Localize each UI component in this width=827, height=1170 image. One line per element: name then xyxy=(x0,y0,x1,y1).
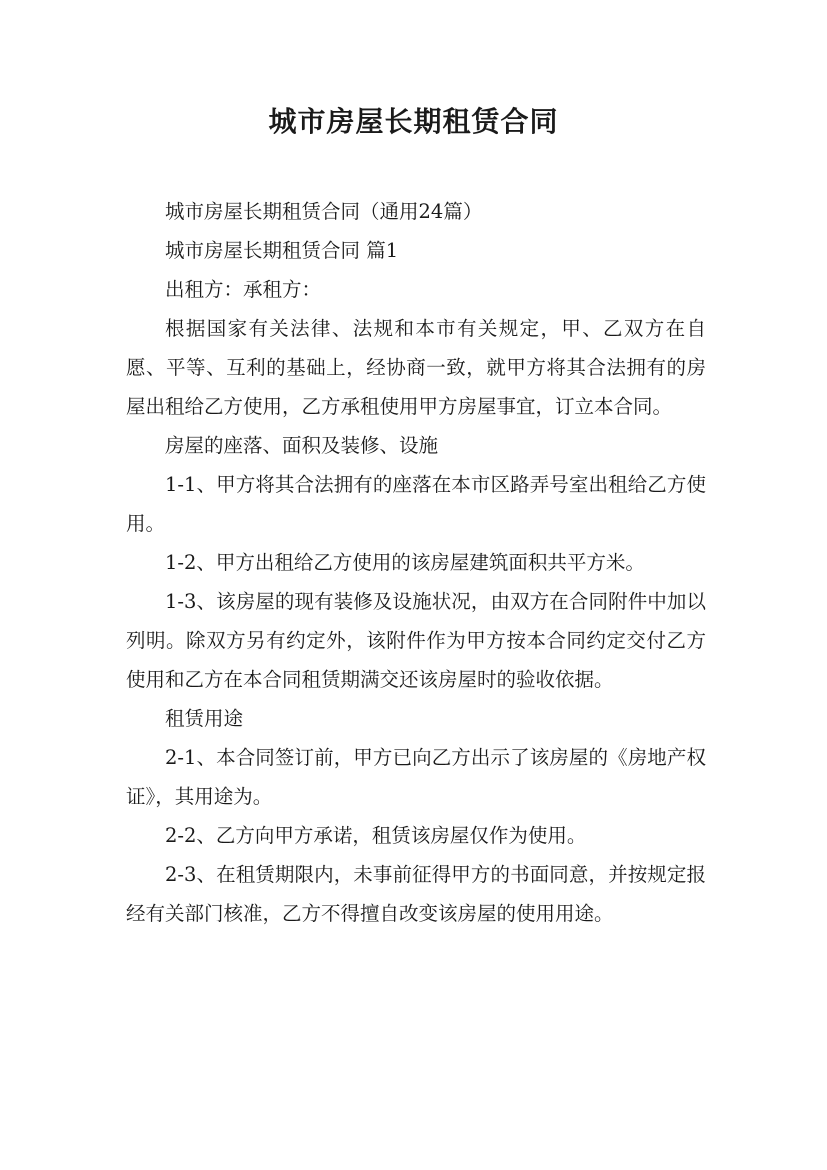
paragraph-clause-2-2: 2-2、乙方向甲方承诺，租赁该房屋仅作为使用。 xyxy=(165,824,587,847)
paragraph-section-heading: 城市房屋长期租赁合同 篇1 xyxy=(165,239,399,262)
paragraph-subtitle: 城市房屋长期租赁合同（通用24篇） xyxy=(165,200,483,223)
paragraph-preamble: 根据国家有关法律、法规和本市有关规定，甲、乙双方在自愿、平等、互利的基础上，经协商一致，就甲方将其合法拥有的房屋出租给乙方使用，乙方承租使用甲方房屋事宜，订立本合同。 xyxy=(126,317,706,418)
paragraph-heading-usage: 租赁用途 xyxy=(165,707,244,730)
paragraph-clause-1-1: 1-1、甲方将其合法拥有的座落在本市区路弄号室出租给乙方使用。 xyxy=(126,473,706,535)
document-body xyxy=(126,192,706,933)
paragraph-heading-premises: 房屋的座落、面积及装修、设施 xyxy=(165,434,439,457)
paragraph-clause-1-3: 1-3、该房屋的现有装修及设施状况，由双方在合同附件中加以列明。除双方另有约定外，该附件作为甲方按本合同约定交付乙方使用和乙方在本合同租赁期满交还该房屋时的验收依据。 xyxy=(126,590,706,691)
paragraph-parties: 出租方：承租方： xyxy=(165,278,322,301)
paragraph-clause-2-1: 2-1、本合同签订前，甲方已向乙方出示了该房屋的《房地产权证》，其用途为。 xyxy=(126,746,706,808)
document-title: 城市房屋长期租赁合同 xyxy=(268,105,559,138)
paragraph-clause-1-2: 1-2、甲方出租给乙方使用的该房屋建筑面积共平方米。 xyxy=(165,551,645,574)
paragraph-clause-2-3: 2-3、在租赁期限内，未事前征得甲方的书面同意，并按规定报经有关部门核准，乙方不得擅自改变该房屋的使用用途。 xyxy=(126,863,706,925)
